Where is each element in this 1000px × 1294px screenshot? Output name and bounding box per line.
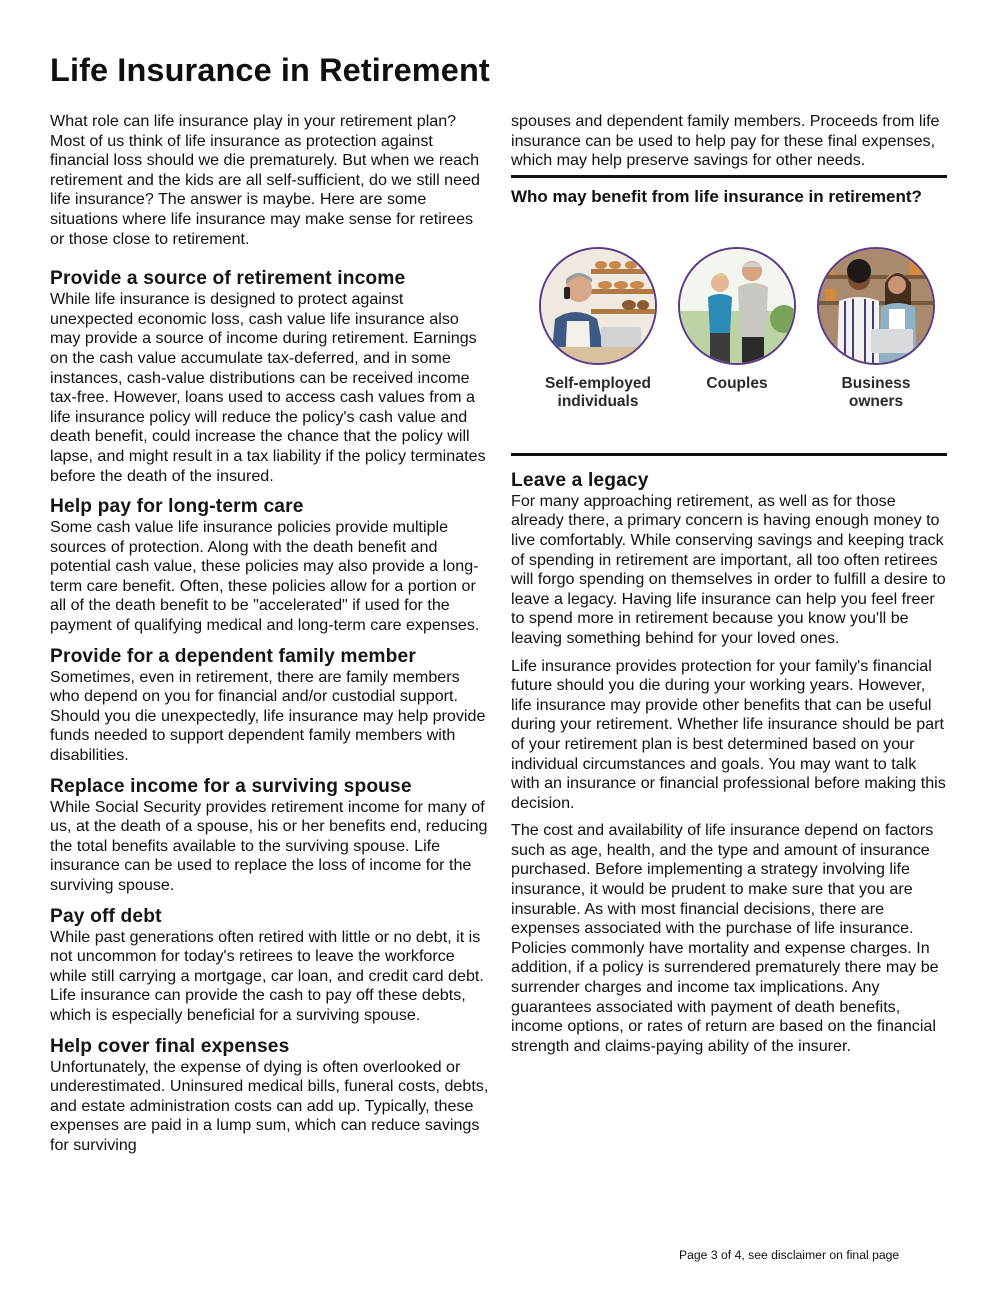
section-body: While Social Security provides retirement income for many of us, at the death of a spouse, his or her benefits end, reducing the total benefits available to the surviving spouse. Life insurance can be used to replace the loss of income for the surviving spouse. bbox=[50, 797, 488, 894]
section-body: Some cash value life insurance policies provide multiple sources of protection. Along with the death benefit and potential cash value, these policies may also provide a long-term care benefit. Often, these policies allow for a portion or all of the death benefit to be "accelerated" if used for the payment of qualifying medical and long-term care expenses. bbox=[50, 518, 480, 635]
page-title: Life Insurance in Retirement bbox=[50, 52, 490, 88]
intro-paragraph: What role can life insurance play in your retirement plan? Most of us think of life insurance as protection against financial loss should we die prematurely. But when we reach retirement and the kids are all self-sufficient, do we still need life insurance? The answer is maybe. Here are some situations where life insurance may make sense for retirees or those close to retirement. bbox=[50, 112, 480, 248]
section-dependent-family bbox=[50, 646, 490, 766]
section-body: While past generations often retired with little or no debt, it is not uncommon for today's retirees to leave the workforce while still carrying a mortgage, car loan, and credit card debt. Life insurance can provide the cash to pay off these debts, which is especially beneficial for a surviving spouse. bbox=[50, 927, 484, 1024]
continuation-paragraph: spouses and dependent family members. Proceeds from life insurance can be used to help pay for these final expenses, which may help preserve savings for other needs. bbox=[511, 112, 940, 170]
divider-rule bbox=[511, 453, 947, 456]
figure-item-self-employed bbox=[533, 247, 663, 411]
section-surviving-spouse bbox=[50, 776, 490, 896]
section-leave-a-legacy bbox=[511, 470, 947, 1057]
figure-label: Self-employed individuals bbox=[545, 374, 651, 410]
benefit-figure bbox=[511, 207, 947, 453]
section-heading: Replace income for a surviving spouse bbox=[50, 775, 412, 797]
section-long-term-care bbox=[50, 496, 490, 636]
section-retirement-income bbox=[50, 268, 490, 486]
section-pay-off-debt bbox=[50, 906, 490, 1026]
section-heading: Provide a source of retirement income bbox=[50, 268, 406, 290]
section-heading: Provide for a dependent family member bbox=[50, 645, 416, 667]
couple-walking-photo bbox=[678, 247, 796, 365]
sidebar-title: Who may benefit from life insurance in retirement? bbox=[511, 186, 922, 206]
section-heading: Leave a legacy bbox=[511, 469, 649, 491]
section-final-expenses bbox=[50, 1036, 490, 1156]
divider-rule bbox=[511, 175, 947, 178]
baker-on-phone-photo bbox=[539, 247, 657, 365]
legacy-paragraph: Life insurance provides protection for your family's financial future should you die during your working years. However, life insurance may provide other benefits that can be useful during your retirement. Whether life insurance should be part of your retirement plan is best determined based on your individual circumstances and goals. You may want to talk with an insurance or financial professional before making this decision. bbox=[511, 656, 946, 812]
section-body: Unfortunately, the expense of dying is often overlooked or underestimated. Uninsured medical bills, funeral costs, debts, and estate administration costs can add up. Typically, these expenses are paid in a lump sum, which can reduce savings for surviving bbox=[50, 1057, 489, 1154]
figure-label: Couples bbox=[706, 374, 768, 392]
legacy-paragraph: For many approaching retirement, as well as for those already there, a primary concern is having enough money to live comfortably. While conserving savings and keeping track of spending in retirement are important, all too often retirees will forgo spending on themselves in order to fulfill a desire to leave a legacy. Having life insurance can help you feel freer to spend more in retirement because you know you'll be leaving something behind for your loved ones. bbox=[511, 491, 946, 647]
two-women-shop-photo bbox=[817, 247, 935, 365]
figure-item-couples bbox=[672, 247, 802, 393]
legacy-paragraph: The cost and availability of life insurance depend on factors such as age, health, and the type and amount of insurance purchased. Before implementing a strategy involving life insurance, it would be prudent to make sure that you are insurable. As with most financial decisions, there are expenses associated with the purchase of life insurance. Policies commonly have mortality and expense charges. In addition, if a policy is surrendered prematurely there may be surrender charges and income tax implications. Any guarantees associated with payment of death benefits, income options, or rates of return are based on the financial strength and claims-paying ability of the insurer. bbox=[511, 821, 939, 1055]
right-column bbox=[511, 112, 947, 1056]
figure-item-business-owners bbox=[811, 247, 941, 411]
section-body: Sometimes, even in retirement, there are family members who depend on you for financial and/or custodial support. Should you die unexpectedly, life insurance may help provide funds needed to support dependent family members with disabilities. bbox=[50, 667, 486, 765]
left-column bbox=[50, 112, 490, 1156]
section-heading: Help cover final expenses bbox=[50, 1035, 290, 1057]
section-heading: Help pay for long-term care bbox=[50, 496, 304, 518]
page-footer: Page 3 of 4, see disclaimer on final page bbox=[679, 1248, 900, 1262]
section-body: While life insurance is designed to protect against unexpected economic loss, cash value life insurance also may provide a source of income during retirement. Earnings on the cash value accumulate tax-deferred, and in some instances, cash-value distributions can be received income tax-free. However, loans used to access cash values from a life insurance policy will reduce the policy's cash value and death benefit, could increase the chance that the policy will lapse, and might result in a tax liability if the policy terminates before the death of the insured. bbox=[50, 290, 486, 485]
section-heading: Pay off debt bbox=[50, 905, 162, 927]
figure-label: Business owners bbox=[841, 374, 911, 410]
